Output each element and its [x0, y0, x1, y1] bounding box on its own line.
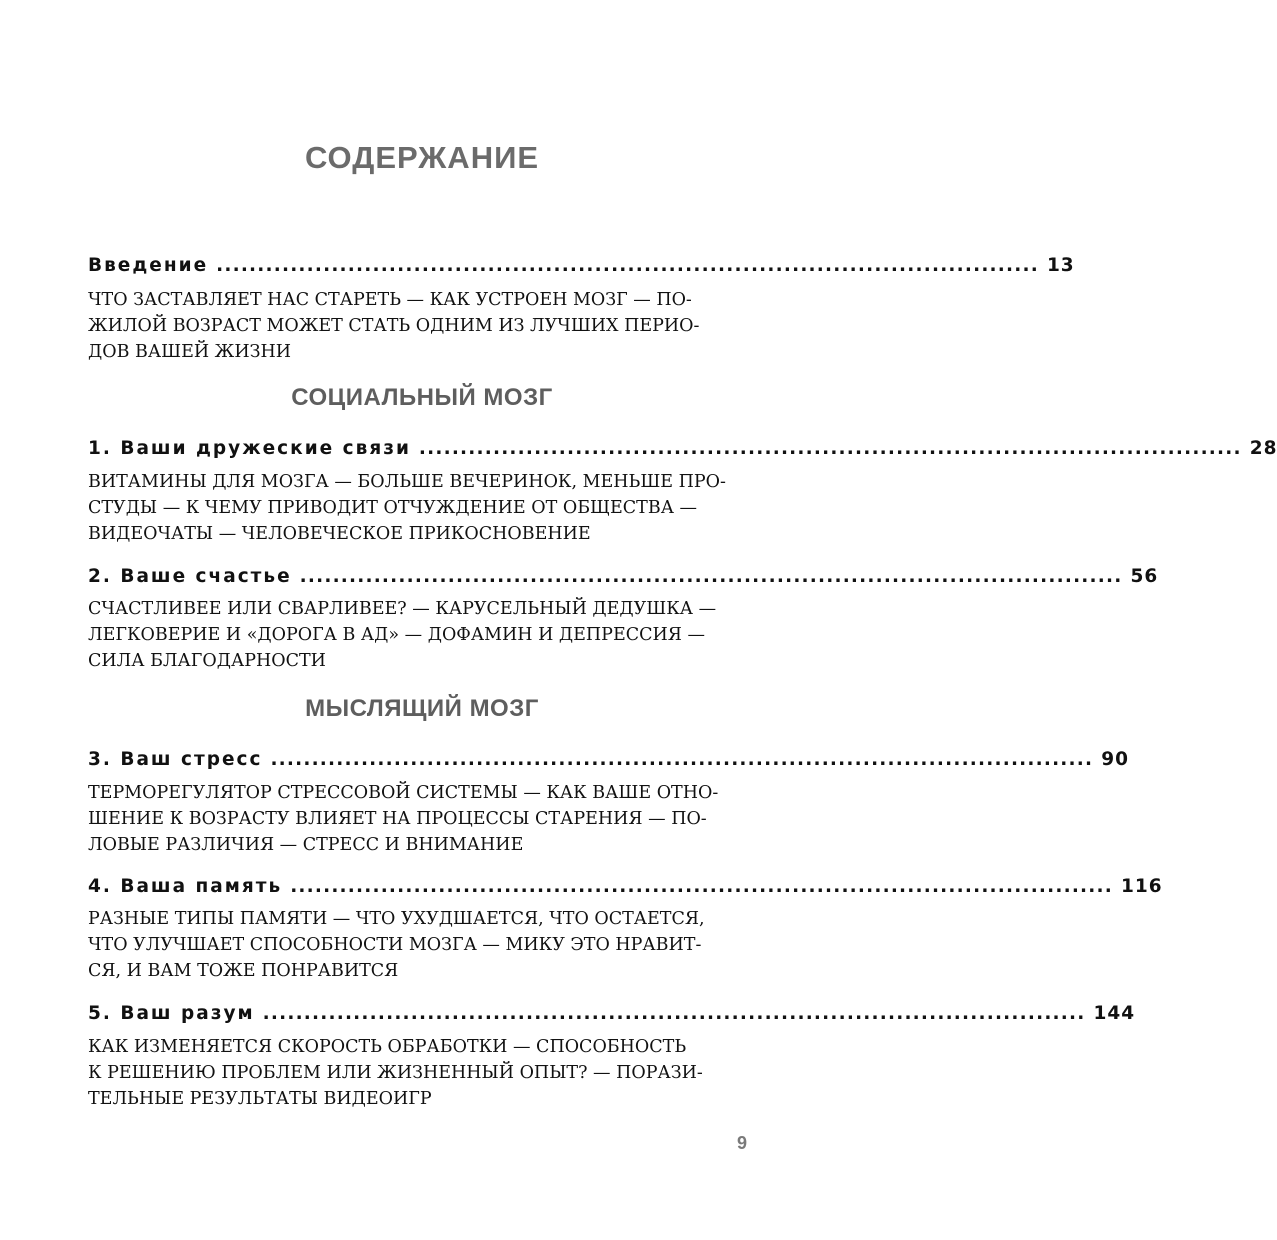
- description-line: РАЗНЫЕ ТИПЫ ПАМЯТИ — ЧТО УХУДШАЕТСЯ, ЧТО ОСТАЕТСЯ,: [88, 909, 705, 929]
- toc-entry-description: [88, 780, 719, 858]
- toc-entry-label: 4. Ваша память: [88, 876, 283, 897]
- description-line: К РЕШЕНИЮ ПРОБЛЕМ ИЛИ ЖИЗНЕННЫЙ ОПЫТ? — ПОРАЗИ-: [88, 1063, 703, 1083]
- dot-leader: ....................................................................................................: [290, 876, 1113, 897]
- description-line: ТЕЛЬНЫЕ РЕЗУЛЬТАТЫ ВИДЕОИГР: [88, 1089, 432, 1109]
- toc-entry-description: [88, 906, 705, 984]
- toc-entry-description: [88, 596, 717, 674]
- description-line: ШЕНИЕ К ВОЗРАСТУ ВЛИЯЕТ НА ПРОЦЕССЫ СТАРЕНИЯ — ПО-: [88, 809, 707, 829]
- description-line: СИЛА БЛАГОДАРНОСТИ: [88, 651, 326, 671]
- toc-entry-description: [88, 1034, 703, 1112]
- section-heading-thinking: МЫСЛЯЩИЙ МОЗГ: [305, 695, 539, 722]
- toc-entry-description: [88, 287, 698, 365]
- description-line: ЛОВЫЕ РАЗЛИЧИЯ — СТРЕСС И ВНИМАНИЕ: [88, 835, 524, 855]
- toc-entry-chapter-3[interactable]: [88, 749, 1129, 770]
- description-line: ТЕРМОРЕГУЛЯТОР СТРЕССОВОЙ СИСТЕМЫ — КАК ВАШЕ ОТНО-: [88, 783, 719, 803]
- dot-leader: ....................................................................................................: [216, 255, 1039, 276]
- toc-entry-chapter-4[interactable]: [88, 876, 1163, 897]
- toc-entry-description: [88, 469, 726, 547]
- description-line: ЧТО УЛУЧШАЕТ СПОСОБНОСТИ МОЗГА — МИКУ ЭТО НРАВИТ-: [88, 935, 702, 955]
- description-line: СЧАСТЛИВЕЕ ИЛИ СВАРЛИВЕЕ? — КАРУСЕЛЬНЫЙ ДЕДУШКА —: [88, 599, 717, 619]
- description-line: СЯ, И ВАМ ТОЖЕ ПОНРАВИТСЯ: [88, 961, 399, 981]
- page-number: 9: [737, 1133, 748, 1153]
- toc-page-number: 144: [1093, 1003, 1136, 1024]
- description-line: ВИДЕОЧАТЫ — ЧЕЛОВЕЧЕСКОЕ ПРИКОСНОВЕНИЕ: [88, 524, 591, 544]
- section-heading-social: СОЦИАЛЬНЫЙ МОЗГ: [291, 384, 553, 411]
- description-line: ЛЕГКОВЕРИЕ И «ДОРОГА В АД» — ДОФАМИН И ДЕПРЕССИЯ —: [88, 625, 705, 645]
- toc-entry-label: Введение: [88, 255, 209, 276]
- description-line: СТУДЫ — К ЧЕМУ ПРИВОДИТ ОТЧУЖДЕНИЕ ОТ ОБЩЕСТВА —: [88, 498, 698, 518]
- description-line: ДОВ ВАШЕЙ ЖИЗНИ: [88, 342, 292, 362]
- toc-page-number: 116: [1120, 876, 1163, 897]
- dot-leader: ....................................................................................................: [299, 566, 1123, 587]
- page-title: СОДЕРЖАНИЕ: [304, 140, 540, 175]
- description-line: КАК ИЗМЕНЯЕТСЯ СКОРОСТЬ ОБРАБОТКИ — СПОСОБНОСТЬ: [88, 1037, 687, 1057]
- dot-leader: ....................................................................................................: [418, 438, 1242, 459]
- description-line: ЧТО ЗАСТАВЛЯЕТ НАС СТАРЕТЬ — КАК УСТРОЕН МОЗГ — ПО-: [88, 290, 692, 310]
- dot-leader: ....................................................................................................: [270, 749, 1094, 770]
- description-line: ВИТАМИНЫ ДЛЯ МОЗГА — БОЛЬШЕ ВЕЧЕРИНОК, МЕНЬШЕ ПРО-: [88, 472, 726, 492]
- toc-page-number: 13: [1046, 255, 1075, 276]
- toc-entry-label: 5. Ваш разум: [88, 1003, 255, 1024]
- toc-entry-chapter-2[interactable]: [88, 566, 1159, 587]
- toc-entry-chapter-5[interactable]: [88, 1003, 1136, 1024]
- toc-page-number: 90: [1101, 749, 1129, 770]
- toc-entry-chapter-1[interactable]: [88, 438, 1277, 459]
- dot-leader: ....................................................................................................: [262, 1003, 1086, 1024]
- toc-page-number: 56: [1130, 566, 1159, 587]
- toc-entry-label: 3. Ваш стресс: [88, 749, 263, 770]
- toc-entry-label: 1. Ваши дружеские связи: [88, 438, 411, 459]
- description-line: ЖИЛОЙ ВОЗРАСТ МОЖЕТ СТАТЬ ОДНИМ ИЗ ЛУЧШИХ ПЕРИО-: [88, 316, 700, 336]
- toc-entry-label: 2. Ваше счастье: [88, 566, 292, 587]
- toc-page-number: 28: [1249, 438, 1277, 459]
- toc-entry-intro[interactable]: [88, 255, 1075, 276]
